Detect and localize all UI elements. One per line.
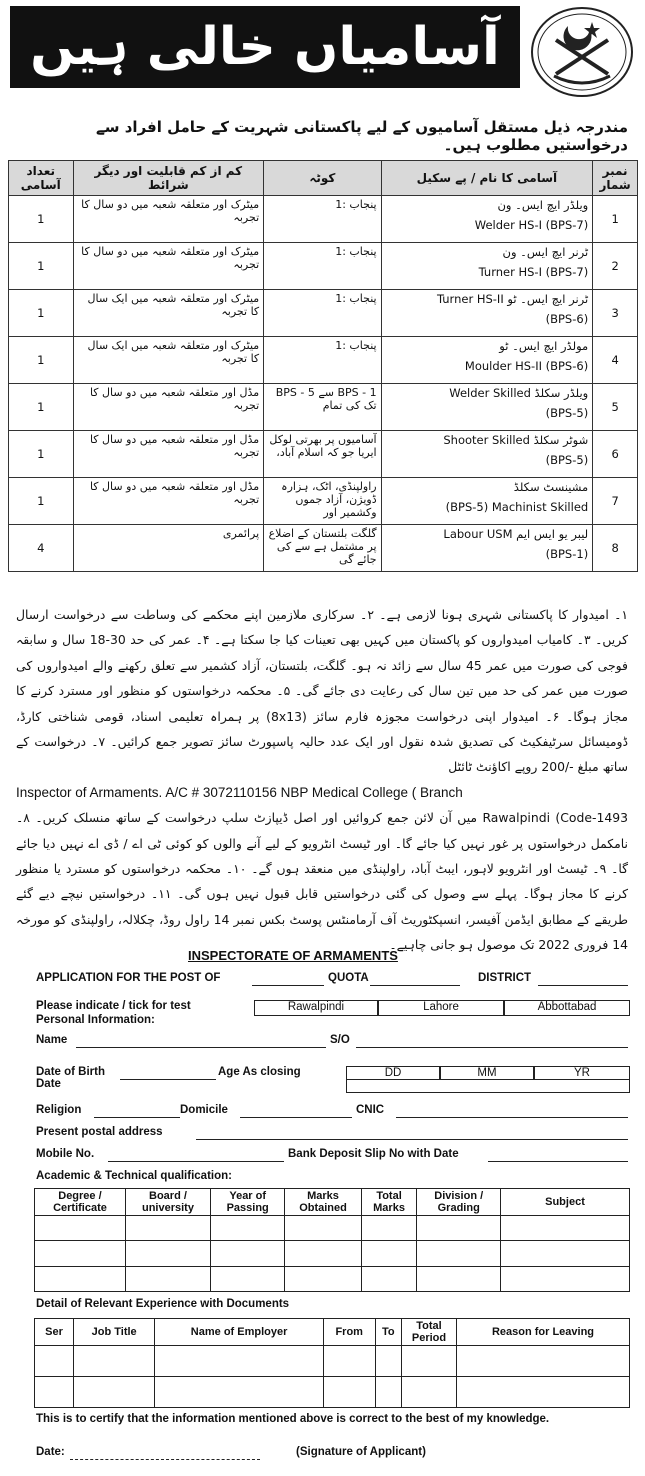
table-header-row [9,161,638,196]
post-english: Turner HS-I (BPS-7) [478,265,589,279]
academic-col-degree: Degree / Certificate [35,1189,126,1216]
army-crest-icon [528,4,636,100]
dob-day-box[interactable]: DD [346,1066,440,1080]
table-row [9,243,638,290]
vacancies-table [8,160,638,572]
cell-serial: 1 [593,196,638,243]
cell-qualification: میٹرک اور متعلقہ شعبہ میں ایک سال کا تجربہ [73,290,264,337]
table-row [9,196,638,243]
post-urdu: ٹرنر ایچ ایس۔ ٹو Turner HS-II [436,292,589,306]
cell-post [381,431,593,478]
academic-col-board: Board / university [125,1189,210,1216]
cell-quota: آسامیوں پر بھرتی لوکل ایریا جو کہ اسلام آباد، [264,431,381,478]
date-label: Date [36,1078,61,1090]
cell-serial: 5 [593,384,638,431]
certification-text: This is to certify that the information mentioned above is correct to the best of my knowledge. [36,1413,550,1425]
religion-label: Religion [36,1104,82,1116]
name-field[interactable] [76,1034,326,1048]
cell-serial: 6 [593,431,638,478]
experience-col-from: From [323,1319,375,1346]
cell-qualification: میٹرک اور متعلقہ شعبہ میں دو سال کا تجربہ [73,196,264,243]
cnic-label: CNIC [356,1104,385,1116]
cell-count: 1 [9,290,74,337]
academic-label: Academic & Technical qualification: [36,1170,232,1182]
cell-serial: 2 [593,243,638,290]
table-row [9,478,638,525]
intro-text: مندرجہ ذیل مستقل آسامیوں کے لیے پاکستانی شہریت کے حامل افراد سے درخواستیں مطلوب ہیں۔ [95,118,628,154]
academic-table [34,1188,630,1292]
cell-post [381,384,593,431]
test-center-rawalpindi[interactable]: Rawalpindi [254,1000,378,1016]
academic-row[interactable] [35,1241,630,1266]
header-qualification: کم از کم قابلیت اور دیگر شرائط [73,161,264,196]
post-english: (BPS-5) [545,453,589,467]
form-title: INSPECTORATE OF ARMAMENTS [188,948,398,963]
footer-date-field[interactable] [70,1446,260,1460]
cell-count: 1 [9,196,74,243]
deposit-label: Bank Deposit Slip No with Date [288,1148,459,1160]
academic-col-subject: Subject [501,1189,630,1216]
cell-post [381,337,593,384]
post-urdu: ویلڈر سکلڈ Welder Skilled [449,386,589,400]
terms-paragraph-1: ۱۔ امیدوار کا پاکستانی شہری ہونا لازمی ہے۔ ۲۔ سرکاری ملازمین اپنے محکمے کی وساطت سے درخواست ارسال کریں۔ ۳۔ کامیاب امیدواروں کو پاکستان میں کہیں بھی تعینات کیا جا سکتا ہے۔ ۴۔ عمر کی حد 30-18 سال و سابقہ فوجی کی صورت میں عمر 45 سال سے زائد نہ ہو۔ گلگت، بلتستان، آزاد کشمیر سے تعلق رکھنے والے امیدواروں کی صورت میں عمر کی حد میں تین سال کی رعایت دی جائے گی۔ ۵۔ محکمہ درخواستوں کو منظور اور مسترد کرنے کا مجاز ہوگا۔ ۶۔ امیدوار اپنی درخواست مجوزہ فارم سائز (8x13) پر ہمراہ تعلیمی اسناد، قومی شناختی کارڈ، ڈومیسائل سرٹیفکیٹ کی تصدیق شدہ نقول اور ایک عدد حالیہ پاسپورٹ سائز تصویر جمع کرائیں۔ ۷۔ درخواست کے ساتھ مبلغ -/200 روپے اکاؤنٹ ٹائٹل [16,607,629,775]
district-field[interactable] [538,972,628,986]
experience-header-row [35,1319,630,1346]
district-label: DISTRICT [478,972,532,984]
dob-month-box[interactable]: MM [440,1066,534,1080]
post-english: (BPS-6) [545,312,589,326]
cell-count: 1 [9,243,74,290]
post-field[interactable] [252,972,324,986]
post-english: Moulder HS-II (BPS-6) [464,359,589,373]
experience-row[interactable] [35,1346,630,1377]
mobile-field[interactable] [108,1148,284,1162]
quota-field[interactable] [370,972,460,986]
post-urdu: مولڈر ایچ ایس۔ ٹو [499,339,589,353]
experience-col-ser: Ser [35,1319,74,1346]
cell-quota: گلگت بلتستان کے اضلاع پر مشتمل ہے سے کی جائے گی [264,525,381,572]
header-serial: نمبر شمار [593,161,638,196]
so-label: S/O [330,1034,350,1046]
post-english: (BPS-5) [545,406,589,420]
table-row [9,384,638,431]
cell-quota: پنجاب :1 [264,290,381,337]
header-banner [10,6,520,88]
cell-post [381,478,593,525]
table-row [9,431,638,478]
account-details: Inspector of Armaments. A/C # 3072110156 NBP Medical College ( Branch [16,784,463,800]
header-count: تعداد آسامی [9,161,74,196]
cell-count: 4 [9,525,74,572]
cell-count: 1 [9,337,74,384]
test-center-lahore[interactable]: Lahore [378,1000,504,1016]
cell-post [381,196,593,243]
dob-year-box[interactable]: YR [534,1066,630,1080]
cell-qualification: مڈل اور متعلقہ شعبہ میں دو سال کا تجربہ [73,478,264,525]
cell-qualification: میٹرک اور متعلقہ شعبہ میں دو سال کا تجربہ [73,243,264,290]
cell-post [381,290,593,337]
cell-qualification: پرائمری [73,525,264,572]
test-center-label: Please indicate / tick for test [36,1000,191,1012]
cell-post [381,243,593,290]
academic-col-year: Year of Passing [211,1189,285,1216]
academic-col-total: Total Marks [361,1189,417,1216]
terms-and-conditions [16,602,628,958]
mobile-label: Mobile No. [36,1148,95,1160]
post-urdu: ویلڈر ایچ ایس۔ ون [497,198,589,212]
deposit-field[interactable] [488,1148,628,1162]
academic-row[interactable] [35,1216,630,1241]
cell-serial: 8 [593,525,638,572]
experience-table [34,1318,630,1408]
domicile-label: Domicile [180,1104,228,1116]
cell-quota: BPS - 1 سے BPS - 5 تک کی تمام [264,384,381,431]
header-post: آسامی کا نام / پے سکیل [381,161,593,196]
cell-count: 1 [9,384,74,431]
table-row [9,525,638,572]
header-quota: کوٹہ [264,161,381,196]
cell-quota: پنجاب :1 [264,337,381,384]
application-form [0,942,645,1476]
experience-col-period: Total Period [402,1319,457,1346]
cell-count: 1 [9,478,74,525]
post-english: (BPS-1) [545,547,589,561]
terms-paragraph-2: Rawalpindi (Code-1493 میں آن لائن جمع کروائیں اور اصل ڈیپازٹ سلپ درخواست کے ساتھ منسلک کریں۔ ۸۔ نامکمل درخواستوں پر غور نہیں کیا جائے گا۔ اور ٹیسٹ انٹرویو کے لیے آنے والوں کو کوئی ٹی اے / ڈی اے نہیں دیا جائے گا۔ ۹۔ ٹیسٹ اور انٹرویو لاہور، ایبٹ آباد، راولپنڈی میں منعقد ہوں گے۔ ۱۰۔ محکمہ درخواستوں کو مسترد یا منظور کرنے کا مجاز ہوگا۔ پہلے سے وصول کی گئی درخواستیں قابل قبول نہیں ہوں گی۔ ۱۱۔ درخواستیں نیچے دیے گئے طریقے کے مطابق ایڈمن آفیسر، انسپکٹوریٹ آف آرمامنٹس پوسٹ بکس نمبر 14 راول روڈ، چکلالہ، راولپنڈی کو مورخہ 14 فروری 2022 تک موصول ہو جانی چاہیے۔ [16,810,629,953]
post-urdu: لیبر یو ایس ایم Labour USM [443,527,589,541]
age-label: Age As closing [218,1066,301,1078]
cell-qualification: مڈل اور متعلقہ شعبہ میں دو سال کا تجربہ [73,384,264,431]
cell-quota: راولپنڈی، اٹک، ہزارہ ڈویژن، آزاد جموں وکشمیر اور [264,478,381,525]
header-title: آسامیاں خالی ہیں [30,17,500,77]
signature-label: (Signature of Applicant) [296,1446,426,1458]
post-urdu: ٹرنر ایچ ایس۔ ون [502,245,589,259]
cell-serial: 3 [593,290,638,337]
experience-row[interactable] [35,1377,630,1408]
cell-serial: 4 [593,337,638,384]
post-label: APPLICATION FOR THE POST OF [36,972,221,984]
address-label: Present postal address [36,1126,163,1138]
religion-field[interactable] [94,1104,180,1118]
cell-quota: پنجاب :1 [264,196,381,243]
name-label: Name [36,1034,68,1046]
cell-serial: 7 [593,478,638,525]
experience-col-employer: Name of Employer [155,1319,324,1346]
address-field[interactable] [196,1126,628,1140]
experience-col-reason: Reason for Leaving [457,1319,630,1346]
personal-info-label: Personal Information: [36,1014,155,1026]
post-english: Welder HS-I (BPS-7) [474,218,589,232]
table-row [9,290,638,337]
dob-label: Date of Birth [36,1066,105,1078]
academic-row[interactable] [35,1266,630,1291]
cell-post [381,525,593,572]
cell-count: 1 [9,431,74,478]
academic-col-marks: Marks Obtained [285,1189,361,1216]
so-field[interactable] [356,1034,628,1048]
post-urdu: مشینسٹ سکلڈ [513,480,589,494]
domicile-field[interactable] [240,1104,352,1118]
experience-col-job-title: Job Title [74,1319,155,1346]
cnic-field[interactable] [396,1104,628,1118]
academic-col-division: Division / Grading [417,1189,501,1216]
table-row [9,337,638,384]
quota-label: QUOTA [328,972,369,984]
experience-col-to: To [375,1319,401,1346]
post-urdu: شوٹر سکلڈ Shooter Skilled [443,433,589,447]
footer-date-label: Date: [36,1446,65,1458]
dob-value-box[interactable] [346,1079,630,1093]
experience-label: Detail of Relevant Experience with Documents [36,1298,290,1310]
cell-qualification: میٹرک اور متعلقہ شعبہ میں ایک سال کا تجربہ [73,337,264,384]
cell-qualification: مڈل اور متعلقہ شعبہ میں دو سال کا تجربہ [73,431,264,478]
academic-header-row [35,1189,630,1216]
cell-quota: پنجاب :1 [264,243,381,290]
dob-field[interactable] [120,1066,216,1080]
test-center-abbottabad[interactable]: Abbottabad [504,1000,630,1016]
post-english: (BPS-5) Machinist Skilled [445,500,589,514]
